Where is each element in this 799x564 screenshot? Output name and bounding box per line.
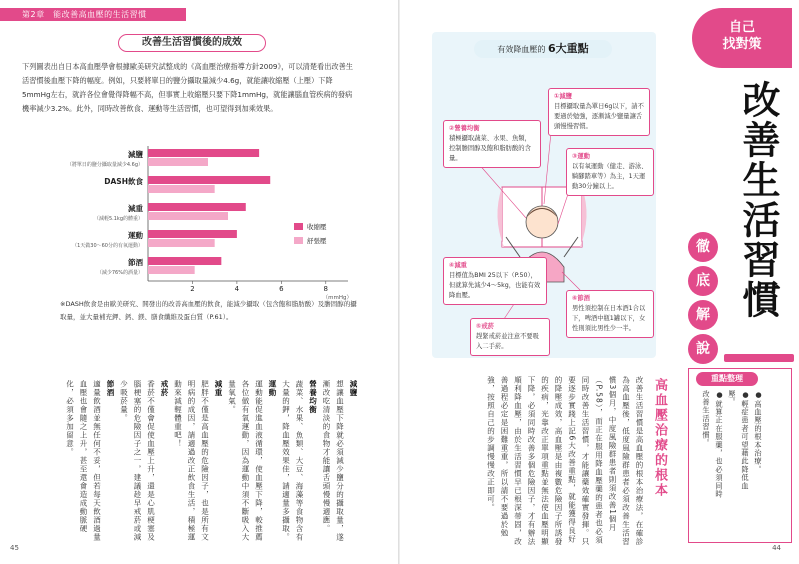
self-help-badge <box>692 8 792 68</box>
callout-moderate-drinking <box>566 290 654 338</box>
callout-text: 積極攝取蔬菜、水果、魚類，控制膽固醇及飽和脂肪酸的含量。 <box>449 135 531 162</box>
bar-diastolic <box>148 158 208 166</box>
explanation-circle: 說 <box>688 334 718 364</box>
bar-systolic <box>148 149 259 157</box>
diagram-title-prefix: 有效降血壓的 <box>497 45 546 54</box>
legend-swatch <box>294 237 303 244</box>
chart-footnote: ※DASH飲食是由歐美研究、開發出的改善高血壓的飲食，能減少攝取（包含飽和脂肪酸）及膽固醇的攝取量，並大量補充鉀、鈣、鎂、膳食纖維及蛋白質（P.61）。 <box>60 300 357 321</box>
legend-label: 舒張壓 <box>307 237 327 245</box>
diagram-title <box>474 40 612 58</box>
x-tick-label: 6 <box>279 285 284 293</box>
bar-diastolic <box>148 239 215 247</box>
badge-line-2: 找對策 <box>722 37 762 52</box>
category-note: （將單日的鹽分攝取量減少4.6g） <box>66 162 143 168</box>
callout-text: 趕緊戒菸並注意不要吸入二手菸。 <box>476 333 539 350</box>
book-gutter <box>398 0 400 564</box>
callout-heading: ⑥節酒 <box>572 295 590 302</box>
diagram-title-main: 6大重點 <box>547 42 589 55</box>
category-label: 減鹽 <box>128 150 143 159</box>
body-section-heading: 運動 <box>268 380 277 397</box>
summary-item: ●輕症患者可望藉此降低血壓。 <box>728 390 750 491</box>
callout-weight-loss <box>443 257 547 305</box>
explanation-circle: 徹 <box>688 232 718 262</box>
bar-systolic <box>148 257 221 265</box>
body-section-text: 蔬菜、水果、魚類、大豆、海藻等食物含有大量的鉀，降血壓效果佳，請適量多攝取。 <box>281 380 304 542</box>
x-tick-label: 2 <box>190 285 195 293</box>
body-section-text: 肥胖不僅是高血壓的危險因子，也是所有文明病的成因，請適過改正飲食生活，積極運動來減輕體重吧！ <box>173 380 210 542</box>
callout-heading: ③運動 <box>572 153 590 160</box>
bar-systolic <box>148 230 237 238</box>
explanation-circle: 解 <box>688 300 718 330</box>
body-section-text: 香菸不僅會促使血壓上升，還是心肌梗塞及腦梗塞的危險因子之一，建議趁早戒菸或減少吸菸量。 <box>119 380 156 542</box>
left-body-text <box>20 380 360 545</box>
callout-text: 目標攝取量為單日6g以下，請不要過於勉強，逐漸減少鹽量讓舌頭慢慢習慣。 <box>554 103 644 130</box>
bar-diastolic <box>148 266 195 274</box>
intro-paragraph: 下列圖表出自日本高血壓學會根據歐美研究試整成的《高血壓治療指導方針2009》，可以清楚看出改善生活習慣後血壓下降的幅度。例如，只要將單日的鹽分攝取量減少4.6g，就能讓收縮壓（上壓）下降5mmHg左右，就許各位會覺得降幅不高，但事實上收縮壓只要下降1mmHg，就能讓腦血管疾病的發病機率減少3.2%。此外，同時改善飲食、運動等生活習慣，也可望得到加乘效果。 <box>22 62 353 113</box>
callout-text: 目標值為BMI 25以下（P.50），但就算先減少4～5kg，也能有效降血壓。 <box>449 272 541 299</box>
legend-item-systolic <box>294 222 327 231</box>
section-title: 改善生活習慣後的成效 <box>118 34 266 52</box>
body-section-text: 運動能促進血液循環，使血壓下降，較推薦各位做有氧運動，因為運動中須不斷吸入大量氧氣。 <box>227 380 264 542</box>
callout-reduce-salt <box>548 88 650 136</box>
category-label: DASH飲食 <box>104 177 143 186</box>
bar-systolic <box>148 176 270 184</box>
badge-line-1: 自己 <box>728 20 755 35</box>
bar-systolic <box>148 203 246 211</box>
callout-heading: ⑤戒菸 <box>476 323 494 330</box>
legend-item-diastolic <box>294 236 327 245</box>
callout-text: 以有氧運動（健走、游泳、騎腳踏車等）為主，1天運動30分鐘以上。 <box>572 163 648 190</box>
legend-label: 收縮壓 <box>307 223 327 231</box>
callout-nutrition <box>443 120 541 168</box>
summary-item: ●高血壓的根本治療。 <box>754 390 763 474</box>
callout-heading: ④減重 <box>449 262 467 269</box>
body-section-text: 適量飲酒並無任何不妥，但若每天飲酒過量血壓也會隨之上升，甚至還會造成動脈硬化，必須多加留意。 <box>65 380 102 542</box>
category-label: 運動 <box>128 231 143 240</box>
page-number-left: 45 <box>10 544 19 552</box>
callout-heading: ①減鹽 <box>554 93 572 100</box>
bar-diastolic <box>148 212 228 220</box>
body-section-heading: 減鹽 <box>349 380 358 397</box>
explanation-circles <box>688 232 724 368</box>
body-section-text: 想讓血壓下降就必須減少鹽分的攝取量，遂漸改吃清淡的食物才能讓舌頭慢慢適應。 <box>322 380 345 542</box>
summary-heading: 重點整理 <box>696 372 758 386</box>
callout-heading: ②營養均衡 <box>449 125 480 132</box>
chapter-big-title: 改善生活習慣 <box>736 80 780 320</box>
category-label: 減重 <box>128 204 143 213</box>
body-section-heading: 節酒 <box>106 380 115 397</box>
x-unit-label: （mmHg） <box>322 295 352 301</box>
body-section-heading: 營養均衡 <box>308 380 318 414</box>
body-section-heading: 減重 <box>214 380 223 397</box>
callout-text: 男性須控制在日本酒1合以下，啤酒中瓶1罐以下，女性則須比男性少一半。 <box>572 305 646 332</box>
x-tick-label: 4 <box>234 285 240 293</box>
bar-diastolic <box>148 185 215 193</box>
callout-exercise <box>566 148 654 196</box>
right-body-text: 改善生活習慣是高血壓的根本治療法，在確診為高血壓後，低度風險群患者必須改善生活習慣3個月，中度風險群患者則須改善1個月（P.58），而正在服用降血壓藥的患者也必須同時改善生活習慣，才能讓藥效確實發揮。只要逐步實踐上記6大改善重點，就能獲得良好的降壓成效，高血壓是由複數危險因子所誘發的疾病，光靠改正單項重點並無法使血壓明顯下降，必須同時改善多個危險因子，才有辦法順利降血壓，由於生活習慣早已根深蒂固，改善過程必定是困難重重，所以請不要過於勉強，按照自己的步調慢慢改正即可。 <box>486 376 644 546</box>
chart-legend <box>294 222 327 250</box>
category-note: （1天做30～60分的有氧運動） <box>72 243 143 249</box>
callout-quit-smoking <box>470 318 550 356</box>
page-number-right: 44 <box>772 544 781 552</box>
category-label: 節酒 <box>128 258 143 267</box>
summary-item: ●就算正在服藥，也必須同時改善生活習慣。 <box>702 390 724 499</box>
x-tick-label: 8 <box>323 285 329 293</box>
decorative-stripe <box>724 354 794 362</box>
category-note: （減輕5.1kg的體重） <box>93 216 143 222</box>
explanation-circle: 底 <box>688 266 718 296</box>
chapter-header: 第2章 能改善高血壓的生活習慣 <box>0 8 186 21</box>
category-note: （減少76%的酒量） <box>96 270 143 276</box>
summary-items <box>700 390 765 500</box>
bp-reduction-chart <box>22 140 378 312</box>
legend-swatch <box>294 223 303 230</box>
body-heading: 高血壓治療的根本 <box>652 378 667 498</box>
body-section-heading: 戒菸 <box>160 380 169 397</box>
